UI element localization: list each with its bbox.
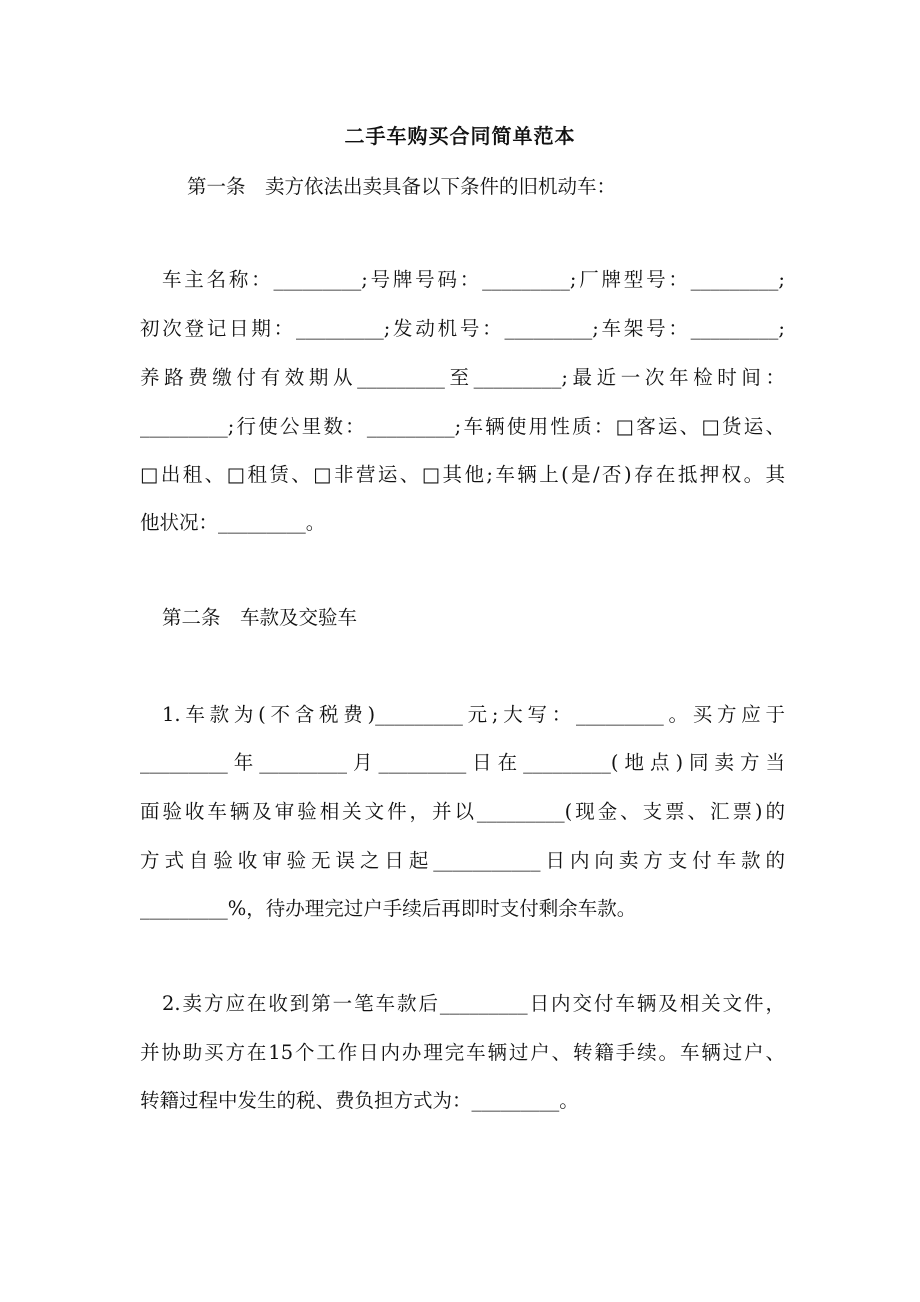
document-title: 二手车购买合同简单范本 — [344, 124, 576, 148]
article-1-line-5: □出租、□租赁、□非营运、□其他;车辆上(是/否)存在抵押权。其 — [140, 463, 785, 486]
clause-2-line-3: 转籍过程中发生的税、费负担方式为：_________。 — [140, 1089, 579, 1112]
clause-1-line-1: 1.车款为(不含税费)_________元;大写：_________。买方应于 — [162, 703, 785, 726]
clause-1-line-5: _________%，待办理完过户手续后再即时支付剩余车款。 — [140, 897, 637, 920]
clause-2-line-2: 并协助买方在15个工作日内办理完车辆过户、转籍手续。车辆过户、 — [140, 1041, 785, 1064]
article-1-line-2: 初次登记日期：_________;发动机号：_________;车架号：_________; — [140, 317, 785, 340]
clause-1-line-4: 方式自验收审验无误之日起___________日内向卖方支付车款的 — [140, 849, 785, 872]
article-1-heading: 第一条 卖方依法出卖具备以下条件的旧机动车： — [187, 175, 617, 198]
article-1-line-6: 他状况：_________。 — [140, 511, 326, 534]
article-2-heading: 第二条 车款及交验车 — [162, 606, 358, 629]
article-1-line-1: 车主名称：_________;号牌号码：_________;厂牌型号：_________; — [162, 268, 785, 291]
clause-1-line-2: _________年_________月_________日在_________(地点)同卖方当 — [140, 751, 785, 774]
clause-1-line-3: 面验收车辆及审验相关文件，并以_________(现金、支票、汇票)的 — [140, 800, 785, 823]
clause-2-line-1: 2.卖方应在收到第一笔车款后_________日内交付车辆及相关文件， — [162, 992, 785, 1015]
article-1-line-3: 养路费缴付有效期从_________至_________;最近一次年检时间： — [140, 366, 785, 389]
article-1-line-4: _________;行使公里数：_________;车辆使用性质：□客运、□货运、 — [140, 415, 785, 438]
